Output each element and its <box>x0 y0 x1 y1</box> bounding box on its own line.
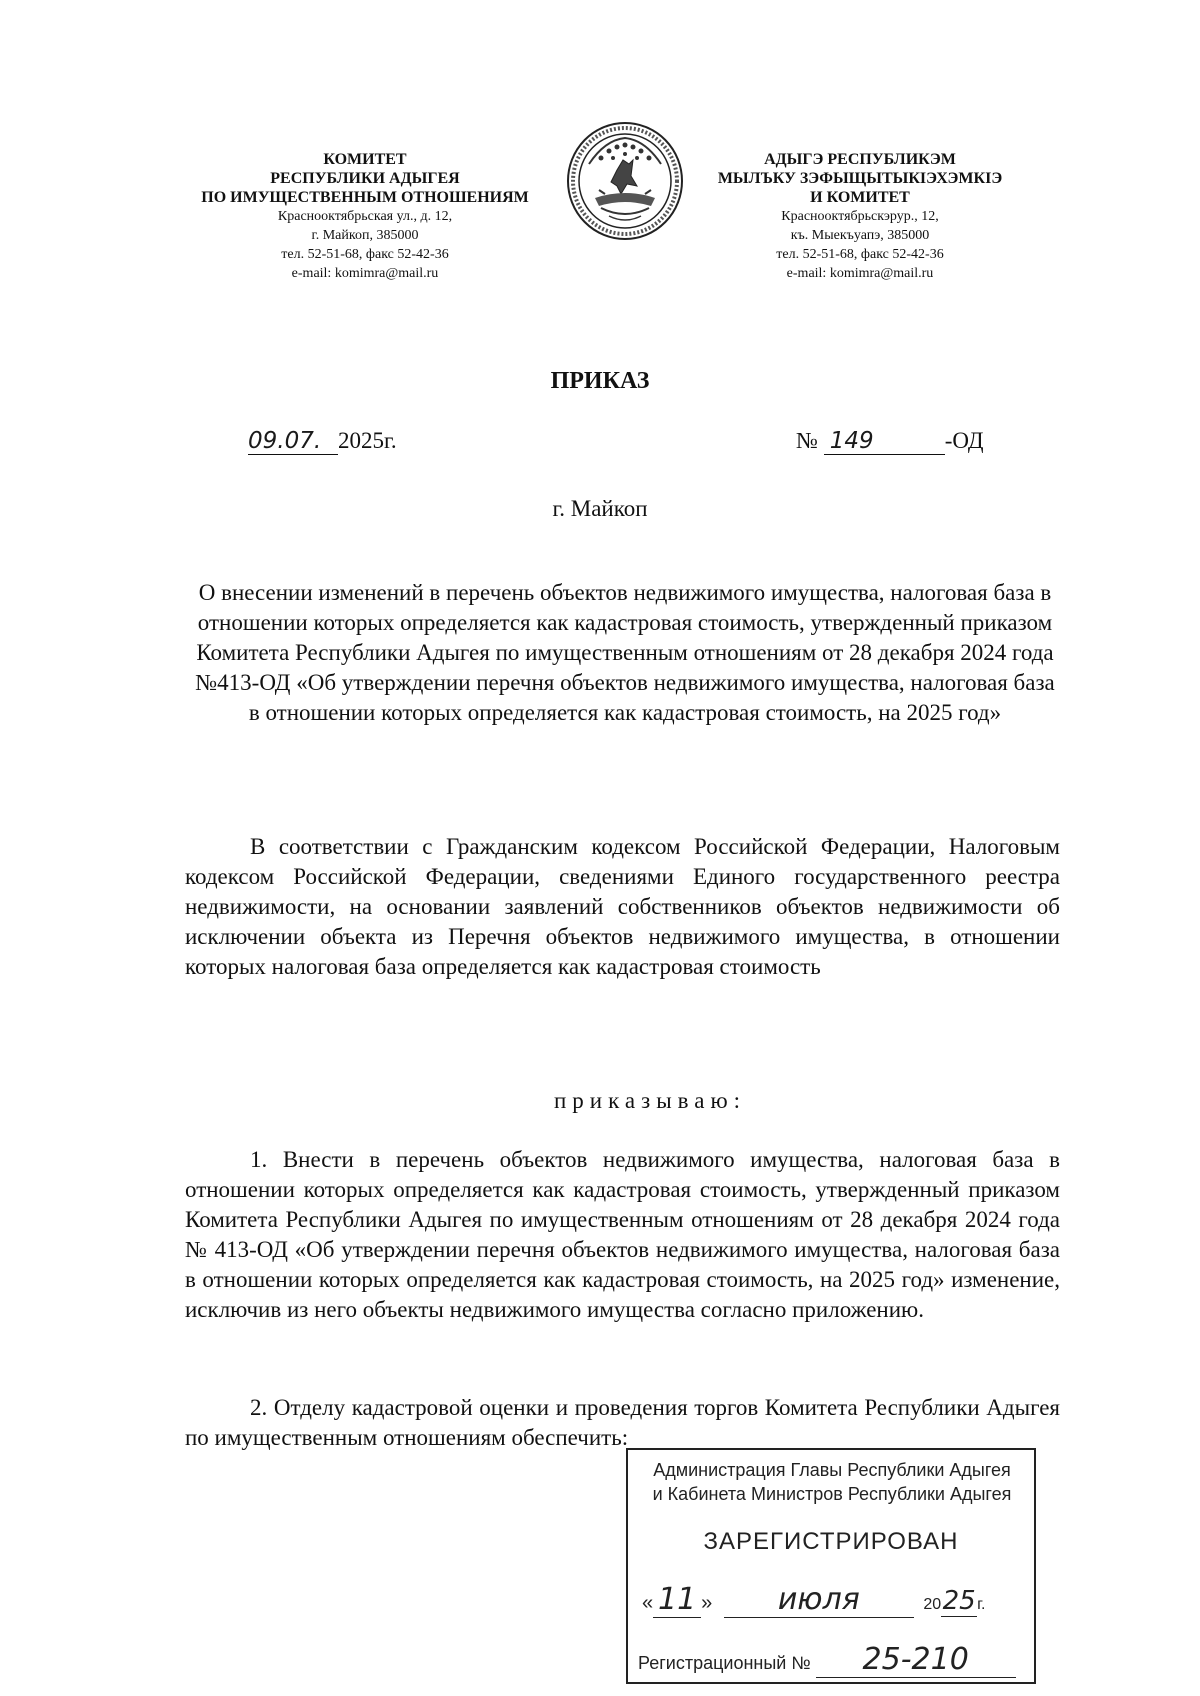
stamp-date-row <box>642 1582 1032 1618</box>
stamp-authority-line-1: Администрация Главы Республики Адыгея <box>653 1460 1011 1480</box>
stamp-number-row <box>638 1642 1030 1678</box>
org-name-line-3: ПО ИМУЩЕСТВЕННЫМ ОТНОШЕНИЯМ <box>201 189 529 206</box>
header-right <box>690 150 1030 283</box>
stamp-year-suffix: г. <box>977 1596 986 1613</box>
document-preamble: В соответствии с Гражданским кодексом Российской Федерации, Налоговым кодексом Российской Федерации, сведениями Единого государственного реестра недвижимости, на основании заявлений собственников объектов недвижимости об исключении объекта из Перечня объектов недвижимого имущества, в отношении которых налоговая база определяется как кадастровая стоимость <box>185 834 1060 979</box>
address-line-1: Краснооктябрьская ул., д. 12, <box>277 209 453 224</box>
stamp-handwritten-year: 25 <box>942 1586 976 1616</box>
date-year: 2025г. <box>338 428 397 453</box>
number-suffix: -ОД <box>944 428 984 453</box>
address-line-2: г. Майкоп, 385000 <box>311 228 419 243</box>
number-prefix: № <box>796 428 818 453</box>
stamp-quote-close: » <box>701 1592 713 1614</box>
stamp-reg-label: Регистрационный № <box>638 1653 811 1673</box>
org-name-line-2: РЕСПУБЛИКИ АДЫГЕЯ <box>270 170 460 187</box>
document-date <box>248 428 397 455</box>
phone-adyghe-line: тел. 52-51-68, факс 52-42-36 <box>776 247 944 262</box>
email-adyghe-line: e-mail: komimra@mail.ru <box>786 266 934 281</box>
stamp-authority <box>636 1458 1028 1506</box>
phone-line: тел. 52-51-68, факс 52-42-36 <box>281 247 449 262</box>
document-subject: О внесении изменений в перечень объектов недвижимого имущества, налоговая база в отношении которых определяется как кадастровая стоимость, утвержденный приказом Комитета Республики Адыгея по имущественным отношениям от 28 декабря 2024 года №413-ОД «Об утверждении перечня объектов недвижимого имущества, налоговая база в отношении которых определяется как кадастровая стоимость, на 2025 год» <box>195 580 1055 725</box>
stamp-handwritten-reg-number: 25-210 <box>816 1642 1016 1678</box>
stamp-year-prefix: 20 <box>923 1596 942 1613</box>
address-adyghe-line-2: къ. Мыекъуапэ, 385000 <box>790 228 930 243</box>
document-title: ПРИКАЗ <box>550 368 650 394</box>
org-name-adyghe-line-3: И КОМИТЕТ <box>810 189 910 206</box>
stamp-handwritten-month: июля <box>724 1582 914 1618</box>
org-name-adyghe-line-1: АДЫГЭ РЕСПУБЛИКЭМ <box>764 151 956 168</box>
document-number <box>796 428 984 455</box>
header-left <box>175 150 555 283</box>
order-item-2: 2. Отделу кадастровой оценки и проведения торгов Комитета Республики Адыгея по имущественным отношениям обеспечить: <box>185 1395 1060 1450</box>
order-word: приказываю: <box>553 1088 747 1113</box>
handwritten-date: 09.07. <box>248 428 338 455</box>
org-name-adyghe-line-2: МЫЛЪКУ ЗЭФЫЩЫТЫКIЭХЭМКIЭ <box>717 170 1003 187</box>
email-line: e-mail: komimra@mail.ru <box>291 266 439 281</box>
stamp-registered-label: ЗАРЕГИСТРИРОВАН <box>703 1528 959 1555</box>
org-name-line-1: КОМИТЕТ <box>323 151 407 168</box>
emblem-icon <box>565 120 685 242</box>
stamp-quote-open: « <box>642 1592 654 1614</box>
stamp-authority-line-2: и Кабинета Министров Республики Адыгея <box>652 1484 1012 1504</box>
order-item-1: 1. Внести в перечень объектов недвижимого имущества, налоговая база в отношении которых определяется как кадастровая стоимость, утвержденный приказом Комитета Республики Адыгея по имущественным отношениям от 28 декабря 2024 года № 413-ОД «Об утверждении перечня объектов недвижимого имущества, налоговая база в отношении которых определяется как кадастровая стоимость, на 2025 год» изменение, исключив из него объекты недвижимого имущества согласно приложению. <box>185 1147 1060 1322</box>
document-city: г. Майкоп <box>552 496 648 521</box>
stamp-handwritten-day: 11 <box>653 1582 701 1618</box>
address-adyghe-line-1: Краснооктябрьскэрур., 12, <box>781 209 939 224</box>
registration-stamp <box>626 1448 1036 1684</box>
handwritten-number: 149 <box>824 428 945 455</box>
